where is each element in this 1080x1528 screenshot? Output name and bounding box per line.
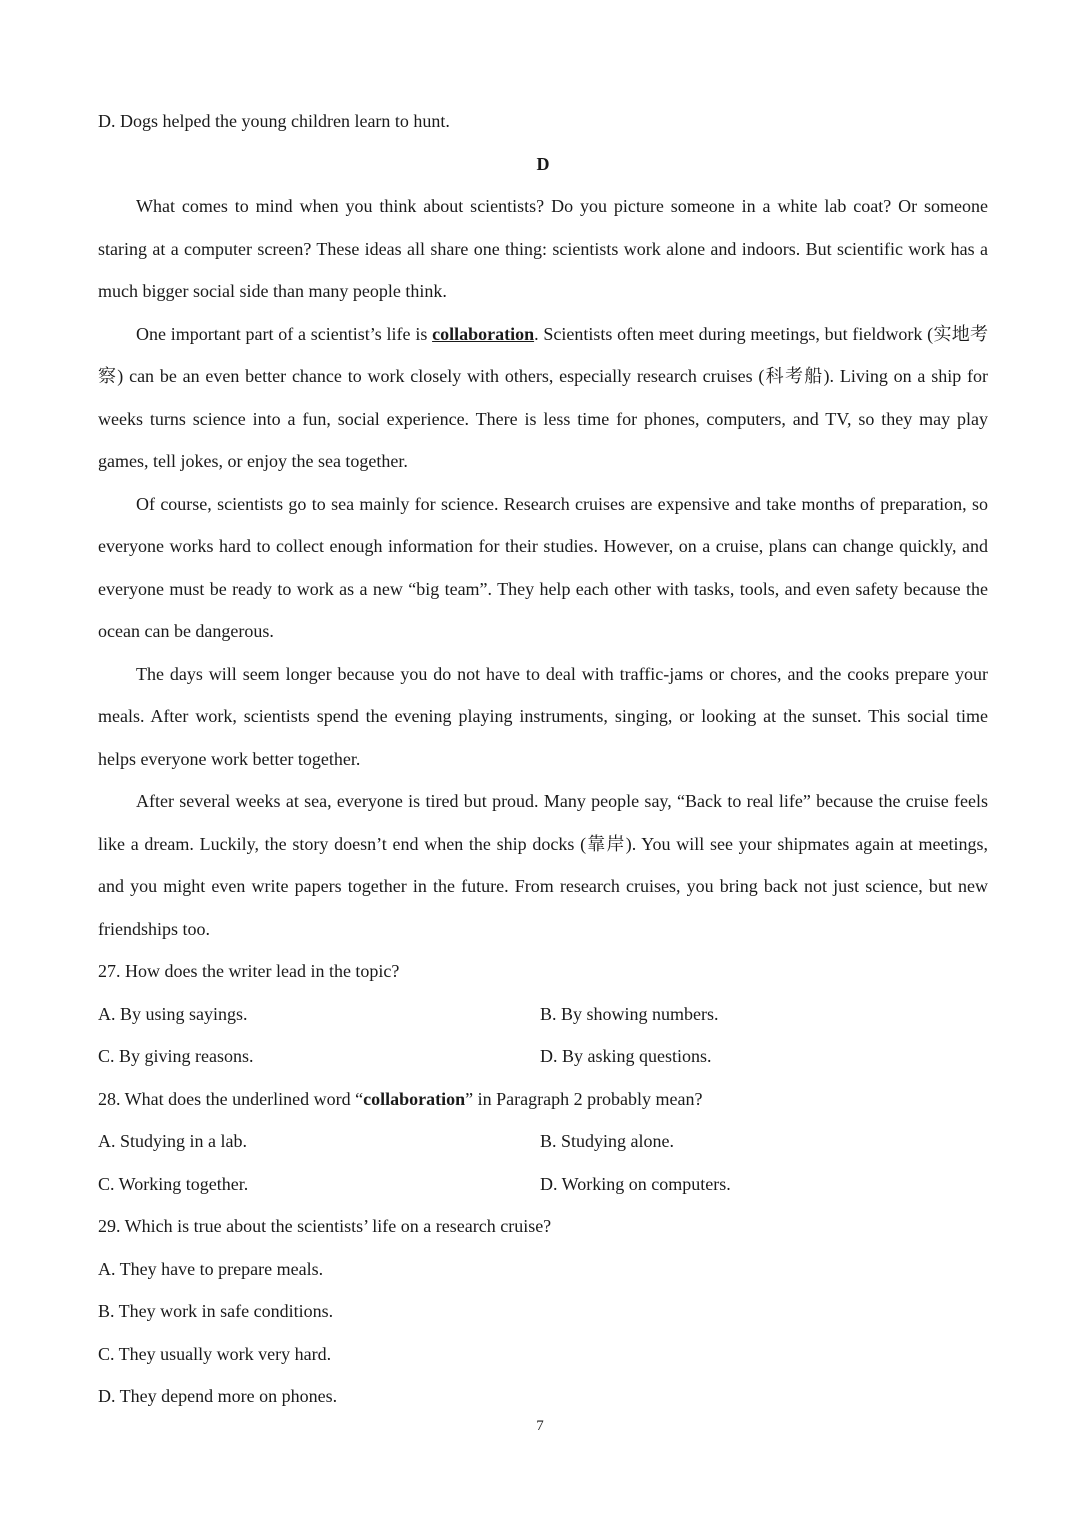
question-29-stem: 29. Which is true about the scientists’ life on a research cruise? [98, 1216, 552, 1236]
paragraph-5: After several weeks at sea, everyone is tired but proud. Many people say, “Back to real life” because the cruise feels like a dream. Luckily, the story doesn’t end when the ship docks (靠岸). You will see your shipmates again at meetings, and you might even write papers together in the future. From research cruises, you bring back not just science, but new friendships too. [98, 791, 988, 939]
option-29-d: D. They depend more on phones. [98, 1386, 338, 1406]
question-28-options-row-2 [98, 1163, 988, 1206]
option-27-d: D. By asking questions. [540, 1046, 712, 1066]
exam-page [98, 100, 988, 1418]
option-27-a: A. By using sayings. [98, 1003, 248, 1024]
option-29-b: B. They work in safe conditions. [98, 1301, 334, 1321]
option-27-b: B. By showing numbers. [540, 1003, 719, 1024]
option-28-d: D. Working on computers. [540, 1173, 731, 1194]
option-28-a: A. Studying in a lab. [98, 1131, 247, 1151]
paragraph-2 [98, 313, 988, 483]
q28-key-word: collaboration [363, 1088, 466, 1109]
underlined-word: collaboration [432, 323, 535, 344]
q28-stem-after: ” in Paragraph 2 probably mean? [465, 1088, 703, 1109]
question-27-stem: 27. How does the writer lead in the topic? [98, 961, 400, 981]
question-28-stem [98, 1078, 988, 1121]
section-title: D [536, 153, 550, 174]
paragraph-2-before: One important part of a scientist’s life is [136, 323, 433, 344]
previous-option-d: D. Dogs helped the young children learn to hunt. [98, 111, 450, 131]
paragraph-4: The days will seem longer because you do not have to deal with traffic-jams or chores, and the cooks prepare your meals. After work, scientists spend the evening playing instruments, singing, or looking at the sunset. This social time helps everyone work better together. [98, 663, 988, 769]
option-29-a: A. They have to prepare meals. [98, 1258, 324, 1279]
paragraph-2-after: . Scientists often meet during meetings, but fieldwork (实地考察) can be an even better chance to work closely with others, especially research cruises (科考船). Living on a ship for weeks turns science into a fun, social experience. There is less time for phones, computers, and TV, so they may play games, tell jokes, or enjoy the sea together. [98, 323, 988, 471]
question-27-options-row-2 [98, 1035, 988, 1078]
page-number: 7 [536, 1418, 544, 1434]
option-28-c: C. Working together. [98, 1173, 249, 1194]
question-28-options-row-1 [98, 1120, 988, 1163]
paragraph-1: What comes to mind when you think about scientists? Do you picture someone in a white lab coat? Or someone staring at a computer screen? These ideas all share one thing: scientists work alone and indoors. But scientific work has a much bigger social side than many people think. [98, 196, 988, 301]
q28-stem-before: 28. What does the underlined word “ [98, 1088, 364, 1109]
option-28-b: B. Studying alone. [540, 1131, 674, 1151]
option-29-c: C. They usually work very hard. [98, 1343, 332, 1364]
question-27-options-row-1 [98, 993, 988, 1036]
paragraph-3: Of course, scientists go to sea mainly for science. Research cruises are expensive and take months of preparation, so everyone works hard to collect enough information for their studies. However, on a cruise, plans can change quickly, and everyone must be ready to work as a new “big team”. They help each other with tasks, tools, and even safety because the ocean can be dangerous. [98, 493, 988, 641]
option-27-c: C. By giving reasons. [98, 1046, 254, 1066]
